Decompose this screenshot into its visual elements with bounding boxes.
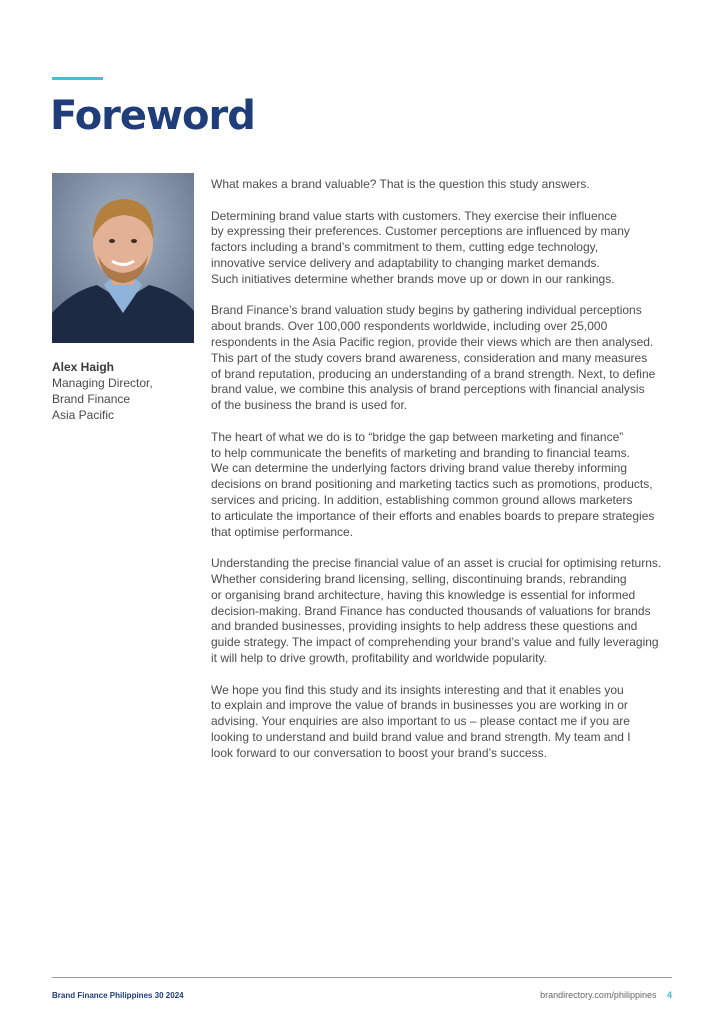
text-line: by expressing their preferences. Customer perceptions are influenced by many <box>211 224 630 239</box>
page-title: Foreword <box>50 93 255 139</box>
text-line: looking to understand and build brand value and brand strength. My team and I <box>211 729 631 744</box>
text-line: decision-making. Brand Finance has conducted thousands of valuations for brands <box>211 603 651 618</box>
text-line: to articulate the importance of their efforts and enables boards to prepare strategies <box>211 508 655 523</box>
text-line: This part of the study covers brand awareness, consideration and many measures <box>211 350 648 365</box>
page-number: 4 <box>666 990 672 1000</box>
footer-right <box>540 990 672 1000</box>
author-role-line: Brand Finance <box>52 392 131 406</box>
author-name: Alex Haigh <box>52 360 115 374</box>
text-line: and branded businesses, providing insights to help address these questions and <box>211 619 638 634</box>
text-line: look forward to our conversation to boost your brand’s success. <box>211 745 547 760</box>
text-line: to help communicate the benefits of marketing and branding to financial teams. <box>211 445 630 460</box>
text-line: to explain and improve the value of brands in businesses you are working in or <box>211 698 628 713</box>
author-role-line: Managing Director, <box>52 376 153 390</box>
text-line: of the business the brand is used for. <box>211 398 408 413</box>
footer-url[interactable]: brandirectory.com/philippines <box>540 990 657 1000</box>
text-line: Brand Finance’s brand valuation study begins by gathering individual perceptions <box>211 303 642 318</box>
text-line: advising. Your enquiries are also important to us – please contact me if you are <box>211 714 630 729</box>
paragraph <box>211 683 681 762</box>
author-caption <box>52 359 153 423</box>
text-line: it will help to drive growth, profitability and worldwide popularity. <box>211 650 547 665</box>
text-line: brand value, we combine this analysis of brand perceptions with financial analysis <box>211 382 645 397</box>
text-line: factors including a brand’s commitment to them, cutting edge technology, <box>211 240 599 255</box>
text-line: We can determine the underlying factors driving brand value thereby informing <box>211 461 628 476</box>
text-line: services and pricing. In addition, establishing common ground allows marketers <box>211 492 633 507</box>
text-line: or organising brand architecture, having this knowledge is essential for informed <box>211 587 636 602</box>
text-line: Whether considering brand licensing, selling, discontinuing brands, rebranding <box>211 571 627 586</box>
foreword-body <box>211 177 681 777</box>
author-role-line: Asia Pacific <box>52 408 115 422</box>
text-line: innovative service delivery and adaptability to changing market demands. <box>211 255 600 270</box>
footer-publication: Brand Finance Philippines 30 2024 <box>52 991 184 1000</box>
text-line: Understanding the precise financial value of an asset is crucial for optimising returns. <box>211 556 662 571</box>
text-line: We hope you find this study and its insights interesting and that it enables you <box>211 682 624 697</box>
text-line: that optimise performance. <box>211 524 354 539</box>
paragraph <box>211 430 681 541</box>
text-line: Determining brand value starts with customers. They exercise their influence <box>211 208 617 223</box>
paragraph <box>211 177 681 193</box>
text-line: Such initiatives determine whether brands move up or down in our rankings. <box>211 271 615 286</box>
text-line: guide strategy. The impact of comprehending your brand’s value and fully leveraging <box>211 635 659 650</box>
paragraph <box>211 209 681 288</box>
paragraph <box>211 556 681 667</box>
author-portrait <box>52 173 194 343</box>
text-line: The heart of what we do is to “bridge the gap between marketing and finance” <box>211 429 624 444</box>
footer-divider <box>52 977 672 978</box>
text-line: decisions on brand positioning and marketing tactics such as promotions, products, <box>211 477 653 492</box>
paragraph <box>211 303 681 414</box>
title-accent-line <box>52 77 103 80</box>
text-line: of brand reputation, producing an understanding of a brand strength. Next, to define <box>211 366 656 381</box>
text-line: about brands. Over 100,000 respondents worldwide, including over 25,000 <box>211 319 608 334</box>
text-line: What makes a brand valuable? That is the question this study answers. <box>211 177 590 191</box>
text-line: respondents in the Asia Pacific region, provide their views which are then analysed. <box>211 334 654 349</box>
